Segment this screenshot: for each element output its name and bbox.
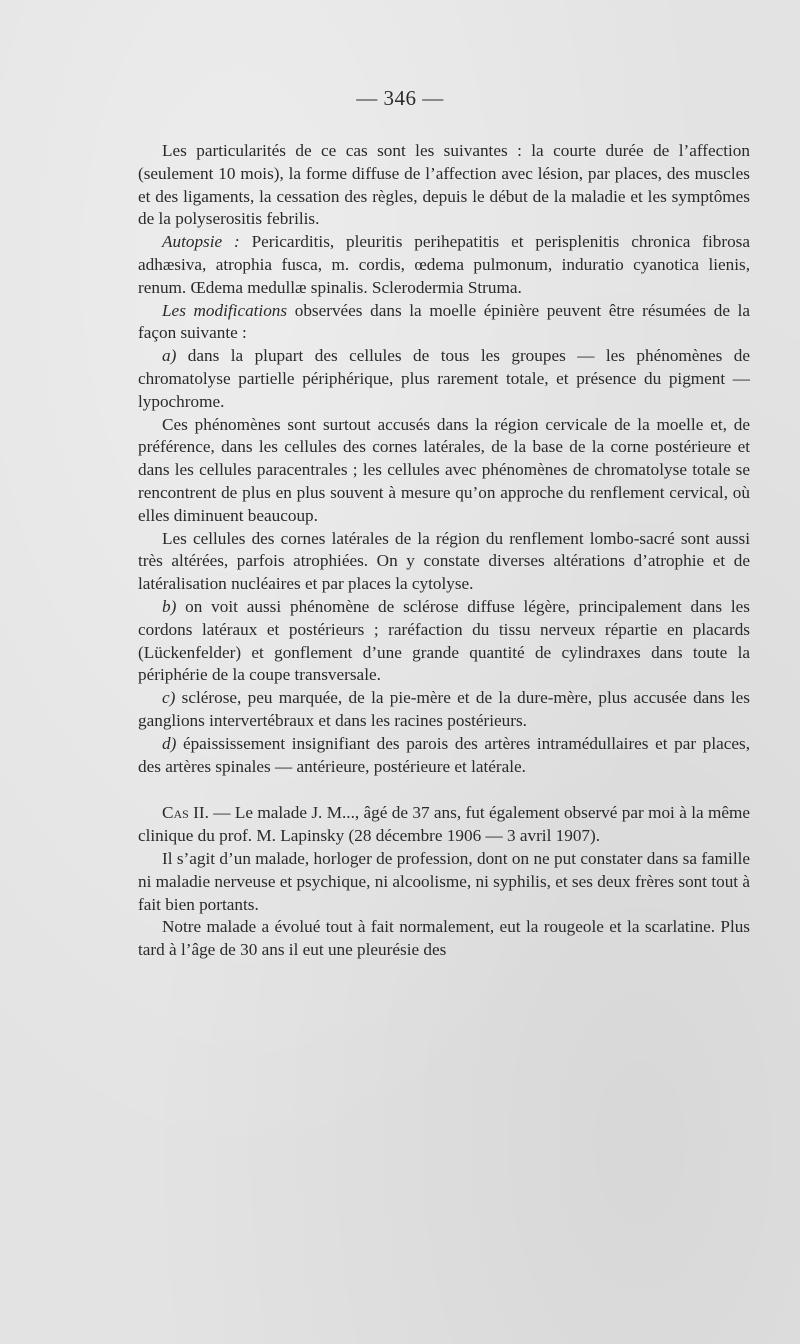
paragraph-text: Ces phénomènes sont surtout accusés dans la région cervicale de la moelle et, de préférence, dans les cellules des cornes latérales, de la base de la corne postérieure et dans les cellules paracentrales ; les cellules avec phénomènes de chromatolyse totale se rencontrent de plus en plus souvent à mesure qu’on approche du renflement cervical, où elles diminuent beaucoup. — [138, 414, 750, 525]
paragraph-text: observées dans la moelle épinière peuvent être résumées de la façon suivante : — [138, 300, 750, 343]
list-item-c — [138, 687, 750, 733]
list-item-b — [138, 596, 750, 687]
list-marker-a: a) — [162, 346, 177, 366]
paragraph-text: — Le malade J. M..., âgé de 37 ans, fut également observé par moi à la même clinique du prof. M. Lapinsky (28 décembre 1906 — 3 avril 1907). — [138, 803, 750, 846]
list-marker-b: b) — [162, 596, 177, 616]
paragraph-text: Notre malade a évolué tout à fait normalement, eut la rougeole et la scarlatine. Plus tard à l’âge de 30 ans il eut une pleurésie des — [138, 917, 750, 960]
list-item-d — [138, 733, 750, 779]
paragraph-text: épaississement insignifiant des parois des artères intramédullaires et par places, des artères spinales — antérieure, postérieure et latérale. — [138, 733, 750, 776]
paragraph-modifications — [138, 300, 750, 346]
paragraph-notre-malade — [138, 916, 750, 962]
body-text — [138, 140, 750, 962]
paragraph-text: dans la plupart des cellules de tous les groupes — les phénomènes de chromatolyse partielle périphérique, plus rarement totale, et présence du pigment — lypochrome. — [138, 346, 750, 411]
modifications-heading: Les modifications — [162, 300, 288, 320]
paragraph-text: Il s’agit d’un malade, horloger de profession, dont on ne put constater dans sa famille ni maladie nerveuse et psychique, ni alcoolisme, ni syphilis, et ses deux frères sont tout à fait bien portants. — [138, 848, 750, 914]
paragraph-text: Pericarditis, pleuritis perihepatitis et perisplenitis chronica fibrosa adhæsiva, atrophia fusca, m. cordis, œdema pulmonum, induratio cyanotica lienis, renum. Œdema medullæ spinalis. Sclerodermia Struma. — [138, 232, 751, 297]
paragraph-cellules — [138, 528, 750, 596]
paragraph-text: Les particularités de ce cas sont les suivantes : la courte durée de l’affection (seulement 10 mois), la forme diffuse de l’affection avec lésion, par places, des muscles et des ligaments, la cessation des règles, depuis le début de la maladie et les symptômes de la polyserositis febrilis. — [138, 141, 750, 229]
list-marker-c: c) — [162, 688, 176, 708]
list-item-a — [138, 345, 750, 413]
paragraph-text: Les cellules des cornes latérales de la région du renflement lombo-sacré sont aussi très altérées, parfois atrophiées. On y constate diverses altérations d’atrophie et de latéralisation nucléaires et par places la cytolyse. — [138, 528, 750, 594]
autopsie-heading: Autopsie : — [162, 232, 240, 252]
paragraph-autopsie — [138, 231, 750, 299]
paragraph-particularites — [138, 140, 750, 231]
list-marker-d: d) — [162, 733, 177, 753]
case-heading: Cas II. — [162, 803, 209, 823]
paragraph-phenomenes — [138, 414, 750, 528]
paragraph-malade — [138, 848, 750, 916]
paragraph-cas-ii — [138, 802, 750, 848]
paragraph-text: sclérose, peu marquée, de la pie-mère et de la dure-mère, plus accusée dans les ganglions intervertébraux et dans les racines postérieurs. — [138, 688, 750, 730]
page-number: — 346 — — [356, 86, 444, 110]
paragraph-text: on voit aussi phénomène de sclérose diffuse légère, principalement dans les cordons latéraux et postérieurs ; raréfaction du tissu nerveux répartie en placards (Lückenfelder) et gonflement d’une grande quantité de cylindraxes dans toute la périphérie de la coupe transversale. — [138, 596, 750, 685]
